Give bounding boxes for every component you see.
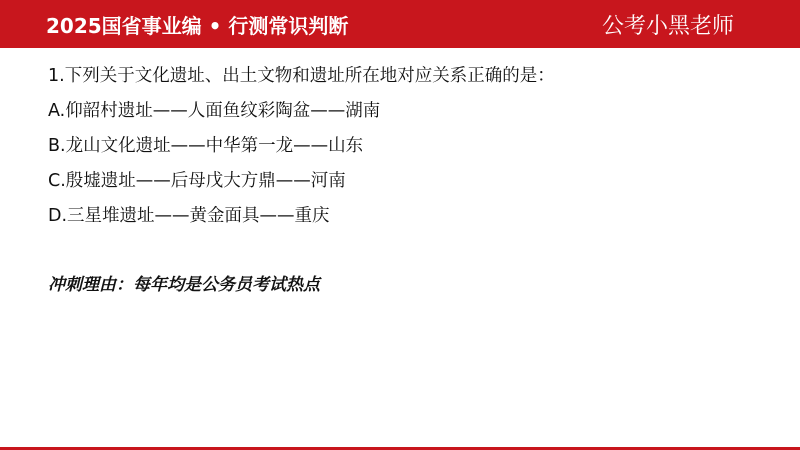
question-block: [48, 59, 768, 234]
option-b: B.龙山文化遗址——中华第一龙——山东: [48, 136, 364, 156]
option-d: D.三星堆遗址——黄金面具——重庆: [48, 206, 330, 226]
option-a: A.仰韶村遗址——人面鱼纹彩陶盆——湖南: [48, 101, 381, 121]
slide-title: 2025国省事业编 • 行测常识判断: [46, 14, 349, 38]
question-stem: 1.下列关于文化遗址、出土文物和遗址所在地对应关系正确的是：: [48, 66, 555, 86]
sprint-reason-note: 冲刺理由：每年均是公务员考试热点: [48, 275, 320, 295]
brand-name: 公考小黑老师: [601, 14, 734, 39]
option-c: C.殷墟遗址——后母戊大方鼎——河南: [48, 171, 346, 191]
header-bar: [0, 0, 800, 48]
